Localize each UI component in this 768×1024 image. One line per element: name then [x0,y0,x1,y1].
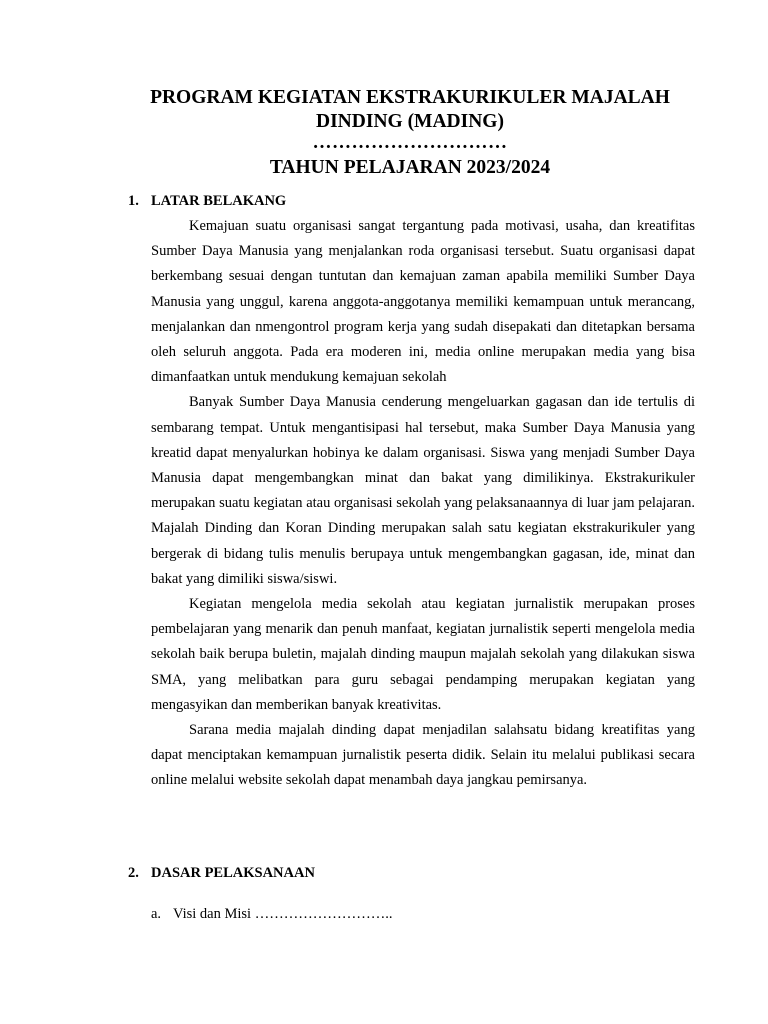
section-number: 1. [128,193,139,209]
title-line-1: PROGRAM KEGIATAN EKSTRAKURIKULER MAJALAH [150,87,670,108]
title-line-2: DINDING (MADING) [316,111,504,132]
document-title [100,86,720,180]
title-year: TAHUN PELAJARAN 2023/2024 [269,157,551,178]
title-dots: ………………………… [312,132,508,153]
list-item-text: Visi dan Misi ……………………….. [173,906,393,922]
section-heading-dasar-pelaksanaan [128,863,315,883]
list-item-visi-misi [151,904,392,924]
section-body-latar-belakang [151,214,695,794]
section-number: 2. [128,865,139,881]
paragraph-1: Kemajuan suatu organisasi sangat tergantung pada motivasi, usaha, dan kreatifitas Sumber Daya Manusia yang menjalankan roda organisasi tersebut. Suatu organisasi dapat berkembang sesuai dengan tuntutan dan kemajuan zaman apabila memiliki Sumber Daya Manusia yang unggul, karena anggota-anggotanya memiliki kemampuan untuk merancang, menjalankan dan nmengontrol program kerja yang sudah disepakati dan ditetapkan bersama oleh seluruh anggota. Pada era moderen ini, media online merupakan media yang bisa dimanfaatkan untuk mendukung kemajuan sekolah [151,218,695,386]
list-item-letter: a. [151,906,162,922]
section-title: DASAR PELAKSANAAN [151,865,315,881]
section-heading-latar-belakang [128,191,286,211]
section-title: LATAR BELAKANG [151,193,287,209]
paragraph-4: Sarana media majalah dinding dapat menjadilan salahsatu bidang kreatifitas yang dapat menciptakan kemampuan jurnalistik peserta didik. Selain itu melalui publikasi secara online melalui website sekolah dapat menambah daya jangkau pemirsanya. [151,722,695,789]
paragraph-3: Kegiatan mengelola media sekolah atau kegiatan jurnalistik merupakan proses pembelajaran yang menarik dan penuh manfaat, kegiatan jurnalistik seperti mengelola media sekolah baik berupa buletin, majalah dinding maupun majalah sekolah yang dilakukan siswa SMA, yang melibatkan para guru sebagai pendamping merupakan kegiatan yang mengasyikan dan memberikan banyak kreativitas. [151,596,695,713]
paragraph-2: Banyak Sumber Daya Manusia cenderung mengeluarkan gagasan dan ide tertulis di sembarang tempat. Untuk mengantisipasi hal tersebut, maka Sumber Daya Manusia yang kreatid dapat menyalurkan hobinya ke dalam organisasi. Siswa yang menjadi Sumber Daya Manusia dapat mengembangkan minat dan bakat yang dimilikinya. Ekstrakurikuler merupakan suatu kegiatan atau organisasi sekolah yang pelaksanaannya di luar jam pelajaran. Majalah Dinding dan Koran Dinding merupakan salah satu kegiatan ekstrakurikuler yang bergerak di bidang tulis menulis berupaya untuk mengembangkan gagasan, ide, minat dan bakat yang dimiliki siswa/siswi. [151,394,695,587]
